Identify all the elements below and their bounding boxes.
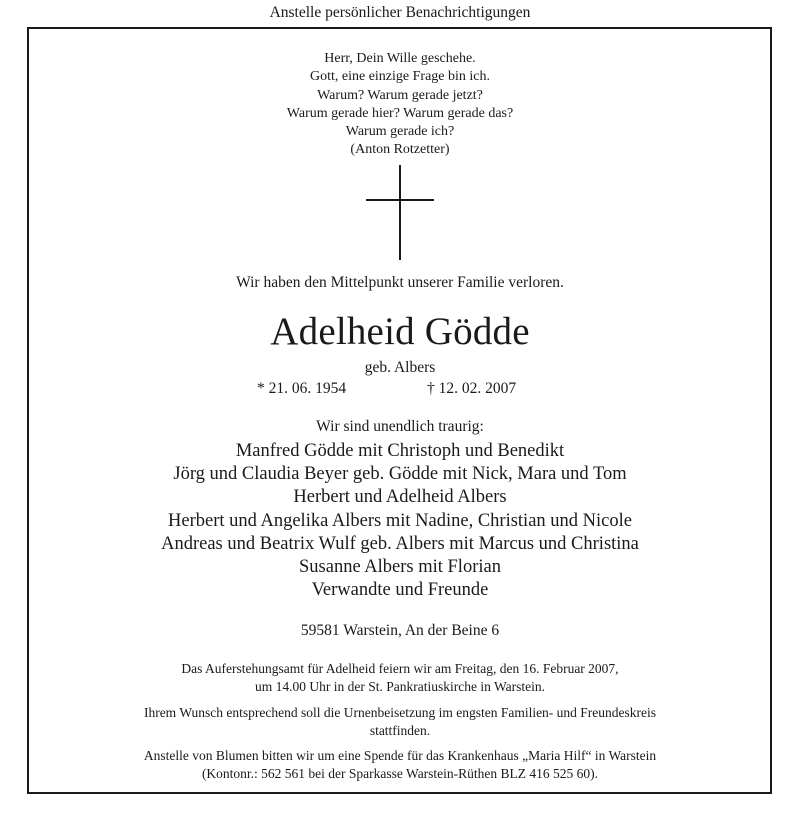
poem-line: Warum gerade ich? — [345, 124, 455, 140]
poem — [0, 50, 800, 160]
poem-line: Warum? Warum gerade jetzt? — [317, 87, 483, 103]
burial-notice — [0, 704, 800, 739]
poem-line: Gott, eine einzige Frage bin ich. — [310, 69, 490, 85]
service-notice — [0, 660, 800, 695]
poem-author: (Anton Rotzetter) — [350, 142, 450, 158]
mourner-line: Verwandte und Freunde — [311, 580, 489, 601]
cross-horizontal-bar — [366, 199, 434, 201]
mourner-line: Herbert und Adelheid Albers — [293, 487, 507, 508]
mourner-line: Manfred Gödde mit Christoph und Benedikt — [235, 441, 565, 461]
cross-icon — [366, 165, 434, 260]
mourners-list — [0, 440, 800, 602]
mourner-line: Jörg und Claudia Beyer geb. Gödde mit Nick, Mara und Tom — [173, 464, 627, 485]
death-date: † 12. 02. 2007 — [427, 380, 517, 397]
deceased-name: Adelheid Gödde — [270, 310, 530, 353]
maiden-name: geb. Albers — [364, 359, 436, 376]
notice-line: Das Auferstehungsamt für Adelheid feiern wir am Freitag, den 16. Februar 2007, — [181, 661, 619, 676]
mourner-line: Herbert und Angelika Albers mit Nadine, Christian und Nicole — [168, 510, 632, 531]
notice-line: (Kontonr.: 562 561 bei der Sparkasse Warstein-Rüthen BLZ 416 525 60). — [201, 765, 599, 781]
donation-notice — [0, 747, 800, 782]
notice-line: stattfinden. — [369, 722, 431, 738]
cross-vertical-bar — [399, 165, 401, 260]
mourner-line: Susanne Albers mit Florian — [299, 557, 501, 578]
header-title: Anstelle persönlicher Benachrichtigungen — [269, 4, 531, 21]
poem-line: Warum gerade hier? Warum gerade das? — [286, 105, 514, 121]
poem-line: Herr, Dein Wille geschehe. — [324, 51, 476, 66]
birth-date: * 21. 06. 1954 — [257, 380, 347, 397]
notice-line: um 14.00 Uhr in der St. Pankratiuskirche in Warstein. — [255, 678, 545, 694]
intro-text: Wir haben den Mittelpunkt unserer Familie verloren. — [236, 274, 564, 291]
notice-line: Anstelle von Blumen bitten wir um eine Spende für das Krankenhaus „Maria Hilf“ in Warstein — [143, 748, 657, 763]
family-address: 59581 Warstein, An der Beine 6 — [300, 622, 500, 639]
mourner-line: Andreas und Beatrix Wulf geb. Albers mit Marcus und Christina — [161, 533, 639, 554]
notice-line: Ihrem Wunsch entsprechend soll die Urnenbeisetzung im engsten Familien- und Freundeskreis — [143, 705, 657, 720]
mourners-heading: Wir sind unendlich traurig: — [316, 418, 484, 435]
